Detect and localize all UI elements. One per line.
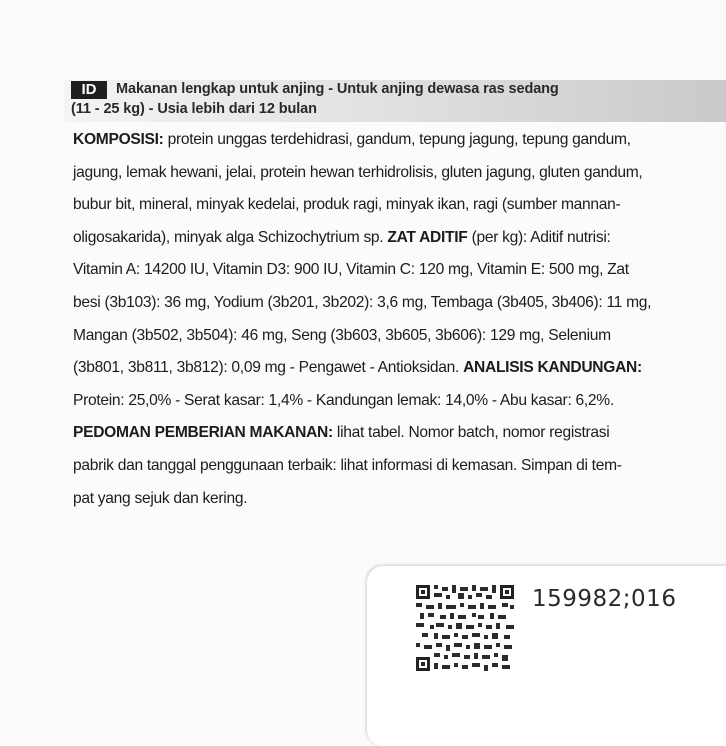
section-heading: ZAT ADITIF	[387, 228, 468, 246]
product-description-line2: (11 - 25 kg) - Usia lebih dari 12 bulan	[71, 101, 317, 117]
body-text: bubur bit, mineral, minyak kedelai, produk ragi, minyak ikan, ragi (sumber mannan-	[73, 196, 621, 214]
composition-line	[73, 261, 629, 279]
body-text: oligosakarida), minyak alga Schizochytrium sp.	[73, 228, 388, 246]
body-text: protein unggas terdehidrasi, gandum, tepung jagung, tepung gandum,	[163, 131, 631, 148]
composition-line	[73, 131, 631, 149]
body-text: pat yang sejuk dan kering.	[73, 489, 248, 507]
composition-line	[73, 164, 642, 182]
section-heading: KOMPOSISI:	[73, 131, 164, 148]
composition-line	[73, 294, 651, 312]
composition-line	[73, 424, 609, 442]
section-heading: PEDOMAN PEMBERIAN MAKANAN:	[73, 424, 333, 442]
composition-line	[73, 196, 620, 214]
body-text: Mangan (3b502, 3b504): 46 mg, Seng (3b603, 3b605, 3b606): 129 mg, Selenium	[73, 326, 611, 344]
batch-code: 159982;016	[532, 586, 677, 612]
body-text: (3b801, 3b811, 3b812): 0,09 mg - Pengawet - Antioksidan.	[73, 359, 464, 377]
body-text: Protein: 25,0% - Serat kasar: 1,4% - Kandungan lemak: 14,0% - Abu kasar: 6,2%.	[73, 391, 614, 409]
composition-line	[73, 327, 611, 345]
composition-line	[73, 392, 614, 410]
body-text: besi (3b103): 36 mg, Yodium (3b201, 3b202): 3,6 mg, Tembaga (3b405, 3b406): 11 mg,	[73, 294, 652, 311]
body-text: Vitamin A: 14200 IU, Vitamin D3: 900 IU, Vitamin C: 120 mg, Vitamin E: 500 mg, Zat	[73, 261, 629, 279]
body-text: pabrik dan tanggal penggunaan terbaik: lihat informasi di kemasan. Simpan di tem-	[73, 457, 622, 474]
section-heading: ANALISIS KANDUNGAN:	[463, 359, 642, 377]
product-description-line1: Makanan lengkap untuk anjing - Untuk anjing dewasa ras sedang	[116, 81, 559, 97]
composition-line	[73, 490, 247, 508]
composition-line	[73, 457, 622, 475]
composition-line	[73, 359, 642, 377]
body-text: lihat tabel. Nomor batch, nomor registrasi	[332, 424, 610, 442]
language-badge: ID	[71, 81, 107, 99]
qr-code-icon	[416, 585, 520, 675]
composition-line	[73, 229, 611, 247]
body-text: (per kg): Aditif nutrisi:	[467, 228, 611, 246]
body-text: jagung, lemak hewani, jelai, protein hewan terhidrolisis, gluten jagung, gluten gandum,	[73, 163, 643, 181]
